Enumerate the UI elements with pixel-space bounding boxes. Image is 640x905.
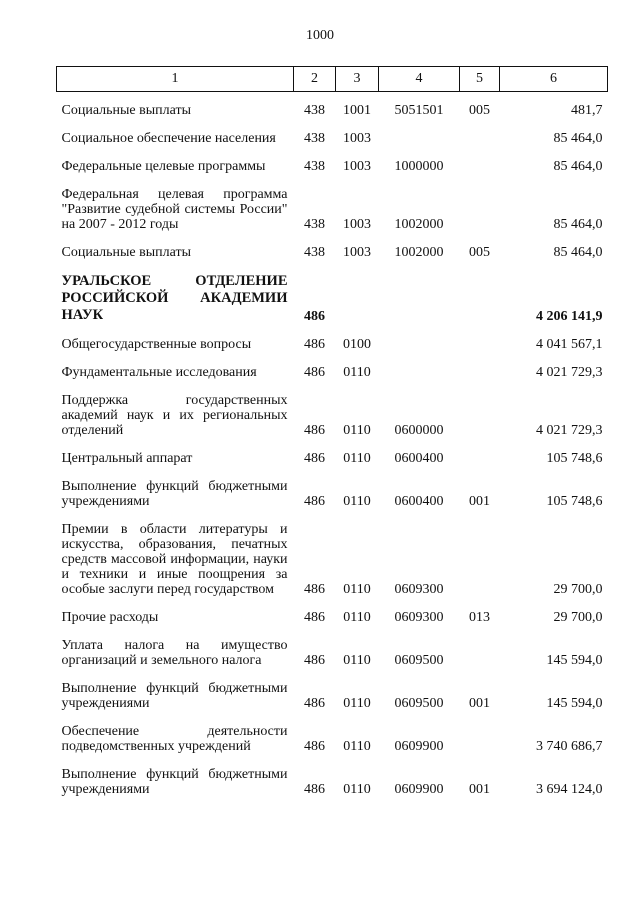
row-name: Прочие расходы [61,610,159,625]
row-target-code [379,352,460,380]
table-row [57,597,608,625]
row-name: Уплата налога на имущество организаций и земельного налога [61,638,288,668]
row-admin-code: 486 [304,653,325,668]
row-target-code: 0600000 [394,423,444,438]
row-name: УРАЛЬСКОЕ ОТДЕЛЕНИЕ РОССИЙСКОЙ АКАДЕМИИ НАУК [61,273,288,323]
header-col-1: 1 [57,67,294,92]
row-expense-type-code [460,118,500,146]
row-section-code: 1003 [343,245,371,260]
row-expense-type-code: 001 [469,782,490,797]
row-amount: 145 594,0 [546,653,603,668]
table-body [57,92,608,798]
header-row [57,67,608,92]
row-expense-type-code [460,380,500,438]
row-amount: 85 464,0 [553,245,603,260]
table-row [57,711,608,754]
row-name: Фундаментальные исследования [61,365,257,380]
row-section-code: 0100 [343,337,371,352]
row-amount: 29 700,0 [553,582,603,597]
row-section-code: 0110 [343,653,371,668]
row-amount: 105 748,6 [546,451,603,466]
row-amount: 105 748,6 [546,494,603,509]
row-name: Социальные выплаты [61,245,192,260]
row-section-code: 0110 [343,582,371,597]
row-amount: 4 021 729,3 [536,365,603,380]
row-name: Общегосударственные вопросы [61,337,252,352]
row-amount: 4 041 567,1 [536,337,603,352]
row-section-code: 0110 [343,739,371,754]
row-target-code: 1002000 [394,217,444,232]
row-expense-type-code: 005 [469,103,490,118]
table-row [57,438,608,466]
row-section-code [336,260,379,324]
header-col-5: 5 [460,67,500,92]
row-target-code: 0609500 [394,653,444,668]
row-admin-code: 486 [304,494,325,509]
row-admin-code: 486 [304,423,325,438]
row-target-code: 0609300 [394,582,444,597]
row-section-code: 0110 [343,782,371,797]
row-target-code: 0609900 [394,739,444,754]
row-expense-type-code [460,438,500,466]
table-header [57,67,608,92]
row-target-code: 1002000 [394,245,444,260]
row-target-code: 1000000 [394,159,444,174]
row-admin-code: 486 [304,582,325,597]
row-target-code [379,260,460,324]
row-section-code: 1003 [343,159,371,174]
row-name: Центральный аппарат [61,451,193,466]
row-admin-code: 486 [304,337,325,352]
row-name: Федеральные целевые программы [61,159,266,174]
row-expense-type-code: 001 [469,696,490,711]
row-amount: 4 021 729,3 [536,423,603,438]
row-section-code: 0110 [343,696,371,711]
page-number: 1000 [306,28,334,43]
header-col-2: 2 [294,67,336,92]
row-admin-code: 486 [304,696,325,711]
row-target-code [379,118,460,146]
table-row [57,668,608,711]
row-expense-type-code: 005 [469,245,490,260]
row-amount: 3 740 686,7 [536,739,603,754]
row-name: Выполнение функций бюджетными учреждениями [61,681,288,711]
row-expense-type-code [460,260,500,324]
row-admin-code: 486 [304,782,325,797]
row-admin-code: 438 [304,103,325,118]
row-target-code: 0609900 [394,782,444,797]
table-row [57,509,608,597]
row-admin-code: 486 [304,365,325,380]
row-name: Социальное обеспечение населения [61,131,276,146]
row-expense-type-code [460,324,500,352]
row-admin-code: 438 [304,159,325,174]
row-name: Социальные выплаты [61,103,192,118]
table-row [57,352,608,380]
row-amount: 29 700,0 [553,610,603,625]
table-row [57,324,608,352]
row-admin-code: 486 [304,309,325,324]
row-name: Обеспечение деятельности подведомственных учреждений [61,724,288,754]
row-target-code: 5051501 [394,103,444,118]
row-expense-type-code: 001 [469,494,490,509]
table-row [57,92,608,119]
row-admin-code: 438 [304,131,325,146]
row-name: Премии в области литературы и искусства, образования, печатных средств массовой информации, науки и техники и иные поощрения за особые заслуги перед государством [61,522,288,597]
row-admin-code: 486 [304,739,325,754]
row-admin-code: 438 [304,217,325,232]
row-expense-type-code [460,625,500,668]
row-amount: 4 206 141,9 [536,309,603,324]
row-admin-code: 486 [304,451,325,466]
row-section-code: 1003 [343,217,371,232]
row-target-code: 0609500 [394,696,444,711]
header-col-3: 3 [336,67,379,92]
table-row [57,754,608,797]
row-expense-type-code [460,352,500,380]
row-name: Федеральная целевая программа "Развитие судебной системы России" на 2007 - 2012 годы [61,187,288,232]
row-name: Выполнение функций бюджетными учреждениями [61,479,288,509]
row-name: Поддержка государственных академий наук и их региональных отделений [61,393,288,438]
row-target-code: 0609300 [394,610,444,625]
table-row [57,118,608,146]
row-section-code: 0110 [343,451,371,466]
row-admin-code: 438 [304,245,325,260]
table-row [57,466,608,509]
row-expense-type-code [460,174,500,232]
table-row [57,146,608,174]
row-section-code: 1001 [343,103,371,118]
row-expense-type-code: 013 [469,610,490,625]
row-amount: 85 464,0 [553,217,603,232]
row-section-code: 0110 [343,610,371,625]
header-col-6: 6 [500,67,608,92]
table-row [57,232,608,260]
table-row [57,625,608,668]
table-row [57,174,608,232]
table-row [57,260,608,324]
row-section-code: 0110 [343,423,371,438]
row-admin-code: 486 [304,610,325,625]
row-name: Выполнение функций бюджетными учреждениями [61,767,288,797]
row-target-code: 0600400 [394,494,444,509]
row-expense-type-code [460,711,500,754]
row-amount: 85 464,0 [553,131,603,146]
row-section-code: 0110 [343,494,371,509]
row-target-code [379,324,460,352]
row-amount: 3 694 124,0 [536,782,603,797]
row-section-code: 1003 [343,131,371,146]
row-expense-type-code [460,146,500,174]
table-row [57,380,608,438]
row-expense-type-code [460,509,500,597]
row-amount: 481,7 [571,103,603,118]
row-amount: 145 594,0 [546,696,603,711]
row-amount: 85 464,0 [553,159,603,174]
header-col-4: 4 [379,67,460,92]
row-target-code: 0600400 [394,451,444,466]
budget-table [56,66,608,797]
row-section-code: 0110 [343,365,371,380]
